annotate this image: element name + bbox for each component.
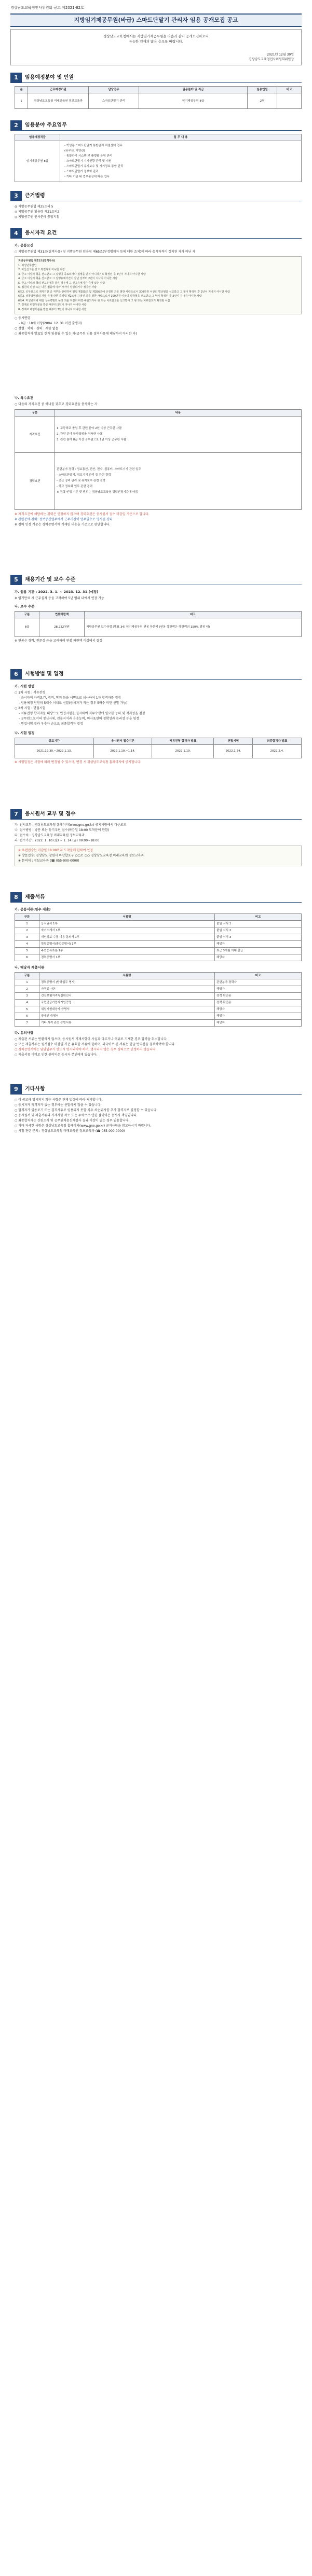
text-line: 1. 피성년후견인 [18,264,37,267]
table-cell: 5 [15,948,39,954]
section-title: 시험방법 및 일정 [25,671,64,677]
text-line: ○ 다음의 자격요건 중 하나를 갖추고 경력요건을 충족하는 자 [15,403,98,407]
text-line: 6의4. 미성년자에 대한 성폭력범죄 등의 죄를 저질러 파면·해임되거나 형 또는 치료감호를 선고받아 그 형 또는 치료감호가 확정된 사람 [18,299,170,302]
text-line: ○ 1차 시험 : 서류전형 [15,691,46,695]
section-divider [10,1094,302,1095]
note-line: ※ 자격요건에 해당하는 경력은 인정하지 않으며 경력요건은 응시원서 접수 마감일 기준으로 합니다. [15,513,150,517]
intro-line: 유능한 인재의 많은 응모를 바랍니다. [129,39,183,44]
table-cell: 2 [15,986,39,992]
text-line: 6의3. 성폭력범죄의 처벌 등에 관한 특례법 제2조에 규정된 죄를 범한 사람으로서 100만원 이상의 벌금형을 선고받고 그 형이 확정된 후 3년이 지나지 아니한 사람 [18,295,202,298]
duty-item: - 통합관리 시스템 및 플랫폼 운영 관리 [64,155,113,158]
section-9-header [10,1084,302,1095]
table-header: 임용인원 [248,87,277,93]
text-line: ○ 지방공무원법 제31조(결격사유) 및 지방공무원 임용령 제65조(부정행위자 등에 대한 조치)에 따라 응시자격이 정지된 자가 아닌 자 [15,250,196,254]
text-line: - 공무원으로서의 정신자세, 전문지식과 응용능력, 의사표현의 정확성과 논리성 등을 평정 [19,717,139,721]
law-item: ◎ 지방공무원 임용령 제21조의2 [15,210,60,214]
note-line: ※ 시험일정은 사정에 따라 변경될 수 있으며, 변경 시 경상남도교육청 홈페이지에 공지합니다. [15,760,142,764]
table-header: 순 [15,87,28,93]
section-4-special [15,394,302,528]
section-6-header [10,669,302,680]
req-line: 3. 관련 분야 8급 이상 공무원으로 1년 이상 근무한 사람 [57,438,127,442]
section-number: 9 [10,1084,22,1095]
subheading: 가. 임용 기간 : 2022. 3. 1. ~ 2023. 12. 31.(예정) [15,590,99,594]
section-number: 3 [10,191,22,201]
table-cell: 2022.2.4. [253,744,302,758]
table-cell [277,93,302,109]
table-cell: 주민등록초본 1부 [39,948,215,954]
text-line: - 면접시험 결과 우수자 순으로 최종합격자 결정 [19,722,83,726]
duty-item: - 스마트단말기 정보화 관리 [64,170,99,173]
notice-box [15,846,302,866]
subheading: 나. 해당자 제출서류 [15,965,45,970]
table-cell: 해당자 [215,1019,302,1026]
text-line: 2. 파산선고를 받고 복권되지 아니한 사람 [18,268,65,272]
section-divider [10,679,302,680]
note-line: ※ 문의처 : 정보교육과 (☎ 055-000-0000) [18,859,79,863]
note-line: ※ 방문접수: 경상남도 창원시 마산합포구 ○○로 ○○ 경상남도교육청 미래교육원 정보교육과 [18,854,144,857]
table-cell: 학력증명서(졸업증명서) 1부 [39,941,215,948]
subheading: 나. 특수요건 [15,396,34,400]
section-8-body [15,906,302,1058]
table-header: 담당업무 [89,87,139,93]
text-line: - 8급 : 18세 이상(2004. 12. 31.이전 출생자) [19,322,83,326]
table-cell: 2022.1.24. [214,744,253,758]
section-number: 5 [10,575,22,585]
text-line: ○ 응시자가 적격자가 없는 경우에는 선발하지 않을 수 있습니다. [15,1103,102,1107]
section-1-table [15,86,302,109]
text-line: ○ 최종합격자 발표일 현재 임용될 수 있는 자(공무원 임용 결격사유에 해당하지 아니한 자) [15,332,137,336]
section-title: 근거법령 [25,193,45,199]
section-title: 채용기간 및 보수 수준 [25,577,76,583]
text-line: 5. 금고 이상의 형의 선고유예를 받은 경우에 그 선고유예기간 중에 있는 사람 [18,281,105,285]
note-line: ○ 제출서류 미비로 인한 불이익은 응시자 본인에게 있습니다. [15,1053,98,1057]
table-cell: 6 [15,954,39,961]
table-cell: 4 [15,999,39,1006]
table-cell: 해당자 [215,941,302,948]
table-header: 비고 [85,611,302,618]
section-title: 응시자격 요건 [25,230,57,236]
table-header: 서류명 [39,972,215,979]
table-header: 업 무 내 용 [60,134,302,141]
text-line: 가. 원서교부 : 경상남도교육청 홈페이지(www.gne.go.kr) 공지사항에서 다운로드 [15,823,127,827]
section-number: 7 [10,809,22,820]
table-cell: 붙임 서식 2 [215,927,302,934]
text-line: ○ 기타 자세한 사항은 경상남도교육청 홈페이지(www.gne.go.kr) 공지사항을 참고하시기 바랍니다. [15,1124,151,1128]
duty-item: - 학생용 스마트단말기 통합관리 지원센터 업무 [64,144,123,147]
duty-item: - 스마트단말기 유지보수 및 기기정보 통합 관리 [64,165,124,168]
text-line: 지방공무원법 제31조(결격사유) [18,259,56,263]
section-title: 응시원서 교부 및 접수 [25,811,76,817]
table-cell: 2022.1.10.~1.14. [93,744,152,758]
subheading: 가. 공통요건 [15,243,34,247]
table-cell: 자격요건 [15,417,55,453]
text-line: - 임용예정 인원의 5배수 이내로 선발(응시자가 적은 경우 5배수 미만 선발 가능) [19,701,128,705]
table-cell: 관련분야 경력자 [215,979,302,986]
intro-box [10,29,302,65]
section-number: 6 [10,669,22,680]
req-line: ※ 경력 인정 기준 및 범위는 경상남도교육청 경력인정기준에 따름 [57,491,138,494]
text-line: 라. 접수기간 : 2022. 1. 10.(월) ~ 1. 14.(금) 09:00~18:00 [15,839,100,842]
intro-line: 경상남도교육청에서는 지방임기제공무원을 다음과 같이 공개모집하오니 [103,34,209,38]
note-line: ○ 제출된 서류는 반환하지 않으며, 응시원서 기재사항이 사실과 다르거나 허위로 기재한 경우 합격을 취소합니다. [15,1037,168,1042]
section-7-header [10,809,302,820]
text-line: ※ 임기만료 시 근무실적 등을 고려하여 5년 범위 내에서 연장 가능 [15,597,104,601]
table-cell: 2021.12.30.~2022.1.13. [15,744,94,758]
table-cell: 장애인 증명서 [39,1013,215,1019]
table-cell: 5 [15,1006,39,1013]
req-line: 1. 고등학교 졸업 후 관련 분야 2년 이상 근무한 사람 [57,427,122,431]
table-cell: 2명 [248,93,277,109]
table-cell: 8급 [15,618,39,636]
text-line: ○ 2차 시험 : 면접시험 [15,707,46,711]
law-item: ◎ 지방공무원 인사분야 통합지침 [15,215,60,219]
table-cell: 스마트단말기 관리 [89,93,139,109]
table-header: 구분 [15,914,39,921]
note-line: ○ 경력증명서에는 담당업무가 반드시 명시되어야 하며, 명시되지 않은 경우 경력으로 인정하지 않습니다. [15,1048,157,1052]
table-cell: 건강보험자격득실확인서 [39,992,215,999]
table-header: 구분 [15,972,39,979]
note-line: ※ 연봉은 경력, 전문성 등을 고려하여 연봉 하한액 이상에서 결정 [15,639,103,643]
section-9-body [15,1098,302,1134]
table-header: 구분 [15,611,39,618]
text-line: 3. 금고 이상의 형을 선고받고 그 집행이 종료되거나 집행을 받지 아니하기로 확정된 후 5년이 지나지 아니한 사람 [18,272,146,276]
table-cell: 1 [15,93,28,109]
section-7-body [15,823,302,866]
table-cell: 해당자 [215,1006,302,1013]
section-divider [10,82,302,83]
section-title: 기타사항 [25,1086,45,1092]
table-cell: 최근 3개월 이내 발급 [215,948,302,954]
text-line: 나. 접수방법 : 방문 또는 등기우편 접수(마감일 18:00 도착분에 한함) [15,828,110,832]
duties-cell [60,141,302,182]
table-cell: 해당자 [215,954,302,961]
text-line: 6. 법원의 판결 또는 다른 법률에 따라 자격이 상실되거나 정지된 사람 [18,286,97,289]
table-header: 비고 [215,914,302,921]
table-cell: 개인정보 수집·이용 동의서 1부 [39,934,215,941]
text-line: 4. 금고 이상의 형을 선고받고 그 집행유예기간이 끝난 날부터 2년이 지나지 아니한 사람 [18,277,118,281]
section-divider [10,238,302,239]
table-header: 임용예정직급 [15,134,60,141]
section-2-header [10,120,302,131]
section-5-body [15,588,302,644]
table-cell: 붙임 서식 3 [215,934,302,941]
note-line: ※ 우편접수는 마감일 18:00까지 도착분에 한하여 인정 [18,849,93,852]
table-cell: 3 [15,992,39,999]
duty-item: - 기타 기관 내 업무분장에 따른 업무 [64,175,110,178]
table-cell: 기타 자격 관련 증빙서류 [39,1019,215,1026]
table-cell: 국민연금가입자가입증명 [39,999,215,1006]
req-line: - 스마트단말기, 정보기기 관리 등 관련 경력 [57,474,111,477]
table-header: 응시원서 접수기간 [93,738,152,744]
text-line: - 응시자의 자격요건, 경력, 학위 등을 서면으로 심사하여 1차 합격자를 결정 [19,696,121,700]
table-cell: 경력증명서 (담당업무 명시) [39,979,215,986]
table-cell: 1 [15,979,39,986]
law-excerpt-box [15,256,302,314]
text-line: ○ 합격자가 임용포기 또는 결격사유로 임용되지 못할 경우 차순위자를 추가 합격자로 결정할 수 있습니다. [15,1109,158,1112]
section-3-body [15,204,302,220]
section-4-header [10,228,302,239]
subheading: 나. 보수 수준 [15,604,35,609]
section-1-header [10,73,302,83]
note-line: ※ 관련분야 경력: 정보통신업무에서 근무기간이 업무일수로 명시된 경력 [15,518,113,522]
req-line: - 학교 정보화 업무 관련 경력 [57,485,93,489]
text-line: ○ 시험 관련 문의 : 경상남도교육청 미래교육원 정보교육과 (☎ 055-000-0000) [15,1129,125,1133]
subheading: 가. 공통서류(필수 제출) [15,907,51,911]
section-divider [10,130,302,131]
table-cell: 임기제공무원 8급 [139,93,248,109]
table-header: 구분 [15,410,55,417]
table-cell: 자기소개서 1부 [39,927,215,934]
section-number: 2 [10,120,22,131]
text-line: ○ 응시원서 및 제출서류의 기재사항 착오 또는 누락으로 인한 불이익은 응시자 책임입니다. [15,1114,138,1117]
text-line: 7. 징계로 파면처분을 받은 때부터 5년이 지나지 아니한 사람 [18,303,87,307]
text-line: 다. 접수처 : 경상남도교육청 미래교육원 정보교육과 [15,834,85,837]
table-cell: 2 [15,927,39,934]
section-2-table [15,134,302,182]
section-6-body [15,683,302,765]
note-line: ※ 경력 인정 기준은 경력증명서에 기재된 내용을 기준으로 판단합니다. [15,523,111,527]
section-title: 임용분야 주요업무 [25,122,67,128]
section-divider [10,902,302,903]
section-5-header [10,575,302,585]
text-line: ○ 응시연령 [15,316,31,321]
table-cell: 7 [15,1019,39,1026]
text-line: - 서류전형 합격자를 대상으로 면접시험을 실시하여 직무수행에 필요한 능력 및 적격성을 검정 [19,712,145,716]
table-cell: 1 [15,921,39,927]
table-cell: 해당자 [215,986,302,992]
table-header: 비고 [215,972,302,979]
intro-issuer: 경상남도교육청인사위원회위원장 [249,58,294,61]
section-title: 제출서류 [25,894,45,900]
table-cell: 경상남도교육청 미래교육원 정보교육과 [28,93,89,109]
subheading: 다. 유의사항 [15,1030,34,1035]
table-cell: 28,222천원 [39,618,85,636]
table-header: 공고기간 [15,738,94,744]
table-cell: 해당자 [215,1013,302,1019]
text-line: ○ 성별 · 학력 · 경력 : 제한 없음 [15,327,59,331]
section-number: 8 [10,892,22,903]
table-cell: 자격증 사본 [39,986,215,992]
table-cell: 응시원서 1부 [39,921,215,927]
intro-signature [249,52,294,62]
table-cell: 경력 확인용 [215,992,302,999]
table-cell: 6 [15,1013,39,1019]
table-header: 연봉하한액 [39,611,85,618]
table-cell [55,417,302,453]
note-line: ○ 모든 제출서류는 원서접수 마감일 기준 유효한 서류에 한하며, 외국어로 된 서류는 한글 번역본을 첨부하여야 합니다. [15,1043,176,1047]
table-header: 근무예정기관 [28,87,89,93]
intro-text [11,34,301,44]
text-line: 8. 징계로 해임처분을 받은 때부터 3년이 지나지 아니한 사람 [18,308,87,311]
section-number: 1 [10,73,22,83]
section-3-header [10,191,302,201]
table-header: 내용 [55,410,302,417]
subheading: 가. 시험 방법 [15,684,35,688]
table-header: 임용분야 및 직급 [139,87,248,93]
table-cell: 지방공무원 보수규정 [별표 34] 임기제공무원 연봉 하한액 (연봉 상한액은 하한액의 150% 범위 내) [85,618,302,636]
table-cell: 경력증명서 1부 [39,954,215,961]
table-cell: 임기제공무원 8급 [15,141,60,182]
table-header: 최종합격자 발표 [253,738,302,744]
section-title: 임용예정분야 및 인원 [25,75,74,80]
intro-date: 2021년 12월 30일 [267,53,294,57]
table-cell: 경력 확인용 [215,999,302,1006]
table-cell: 붙임 서식 1 [215,921,302,927]
table-cell: 4 [15,941,39,948]
table-cell [55,453,302,510]
req-line: 관련분야 경력 : 정보통신, 전산, 전자, 컴퓨터, 스마트기기 관련 업무 [57,468,141,472]
table-cell: 2022.1.19. [152,744,214,758]
table-cell: 3 [15,934,39,941]
text-line: ○ 최종합격자는 신원조사 및 공무원채용신체검사 결과 이상이 없는 경우 임용합니다. [15,1119,130,1123]
table-header: 서류전형 합격자 발표 [152,738,214,744]
table-header: 면접시험 [214,738,253,744]
doc-number: 경상남도교육청인사위원회 공고 제2021-82호 [10,6,84,10]
req-line: 2. 관련 분야 학사학위를 취득한 사람 [57,433,103,436]
table-header: 비고 [277,87,302,93]
table-cell: 경력요건 [15,453,55,510]
duty-item: - 스마트단말기 기기현황 관리 및 지원 [64,160,112,163]
page-title: 지방임기제공무원(바급) 스마트단말기 관리자 임용 공개모집 공고 [10,13,302,27]
text-line: 6의2. 공무원으로 재직기간 중 직무와 관련하여 형법 제355조 및 제356조에 규정된 죄를 범한 사람으로서 300만원 이상의 벌금형을 선고받고 그 형이 확정된 후 2년이 지나지 아니한 사람 [18,290,230,294]
section-8-header [10,892,302,903]
table-cell: 취업지원대상자 증명서 [39,1006,215,1013]
section-4-common [15,242,302,337]
req-line: - 전산 장비 관리 및 유지보수 관련 경력 [57,479,105,483]
law-item: ◎ 지방공무원법 제25조의 5 [15,205,53,209]
subheading: 나. 시험 일정 [15,731,35,736]
section-divider [10,819,302,820]
section-number: 4 [10,228,22,239]
table-header: 서류명 [39,914,215,921]
duty-item: (유무선, 지연관) [64,149,85,153]
text-line: ○ 이 공고에 명시되지 않은 사항은 관계 법령에 따라 처리합니다. [15,1098,103,1102]
